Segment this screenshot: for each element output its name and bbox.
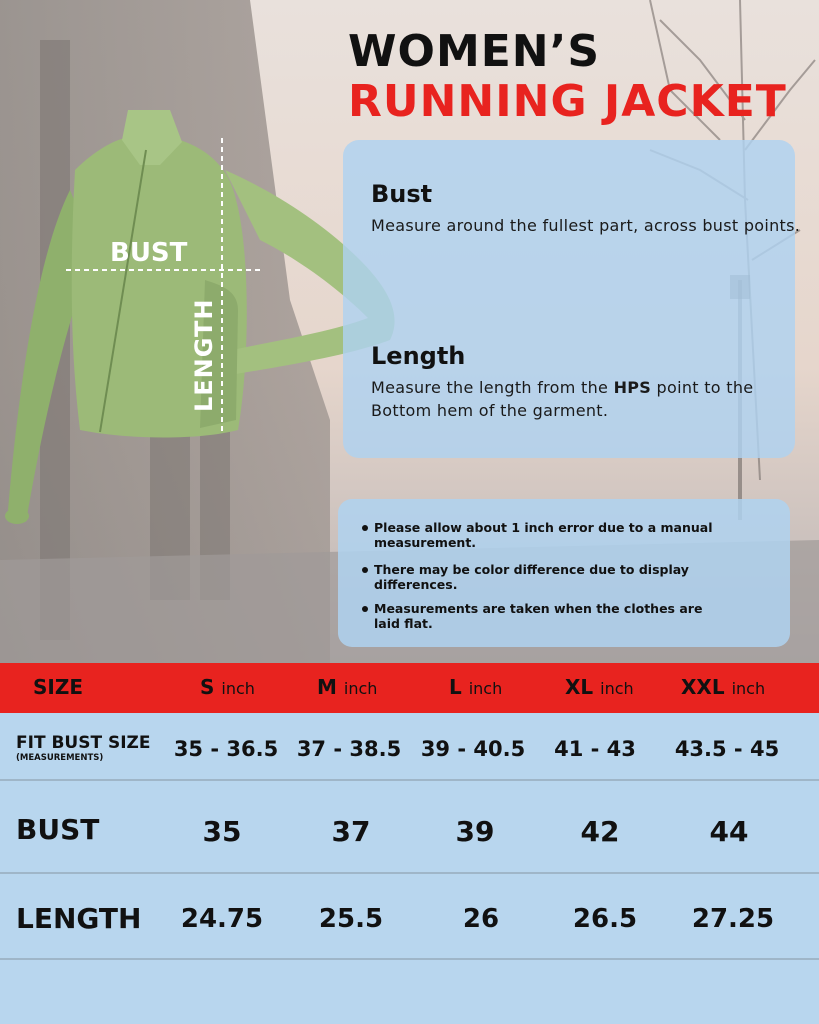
bust-description: Measure around the fullest part, across bust points. [371, 216, 801, 235]
notes-box [338, 499, 790, 647]
size-s-header: S inch [200, 675, 255, 699]
table-header-row [0, 663, 819, 713]
length-description [371, 376, 801, 422]
size-xxl-header: XXL inch [681, 675, 766, 699]
bullet-icon [362, 525, 368, 531]
table-cell: 37 - 38.5 [296, 737, 402, 761]
title-line-1: WOMEN’S [348, 26, 601, 77]
row-label: LENGTH [16, 902, 142, 935]
bullet-icon [362, 606, 368, 612]
size-table [0, 663, 819, 1024]
size-xl-header: XL inch [565, 675, 634, 699]
table-cell: 26 [462, 904, 500, 934]
table-cell: 42 [580, 815, 620, 848]
table-cell: 35 - 36.5 [173, 737, 279, 761]
bullet-icon [362, 567, 368, 573]
table-cell: 27.25 [691, 904, 775, 934]
bust-title: Bust [371, 180, 433, 208]
size-l-header: L inch [449, 675, 503, 699]
note-item: There may be color difference due to display differences. [362, 562, 732, 592]
table-cell: 35 [202, 815, 242, 848]
note-item: Please allow about 1 inch error due to a manual measurement. [362, 520, 732, 550]
table-cell: 43.5 - 45 [674, 737, 780, 761]
table-cell: 26.5 [572, 904, 638, 934]
length-label: LENGTH [190, 298, 218, 412]
bust-label: BUST [110, 238, 188, 268]
table-row [0, 781, 819, 874]
length-text-post: point to the Bottom hem of the garment. [371, 378, 754, 420]
row-sublabel: (MEASUREMENTS) [16, 753, 104, 763]
note-item: Measurements are taken when the clothes are laid flat. [362, 601, 732, 631]
table-cell: 25.5 [318, 904, 384, 934]
size-m-header: M inch [317, 675, 378, 699]
row-label: BUST [16, 813, 100, 846]
table-cell: 39 [455, 815, 495, 848]
table-cell: 41 - 43 [554, 737, 636, 761]
length-title: Length [371, 342, 466, 370]
table-cell: 44 [709, 815, 749, 848]
measurement-guide [343, 140, 801, 458]
table-cell: 39 - 40.5 [420, 737, 526, 761]
length-text-hps: HPS [613, 378, 652, 397]
table-row [0, 874, 819, 960]
row-label: FIT BUST SIZE [16, 733, 151, 753]
length-text-pre: Measure the length from the [371, 378, 614, 397]
title-line-2: RUNNING JACKET [348, 76, 787, 127]
page-title [348, 26, 787, 127]
table-cell: 24.75 [180, 904, 264, 934]
table-cell: 37 [331, 815, 371, 848]
size-header: SIZE [33, 675, 84, 699]
table-row [0, 713, 819, 781]
